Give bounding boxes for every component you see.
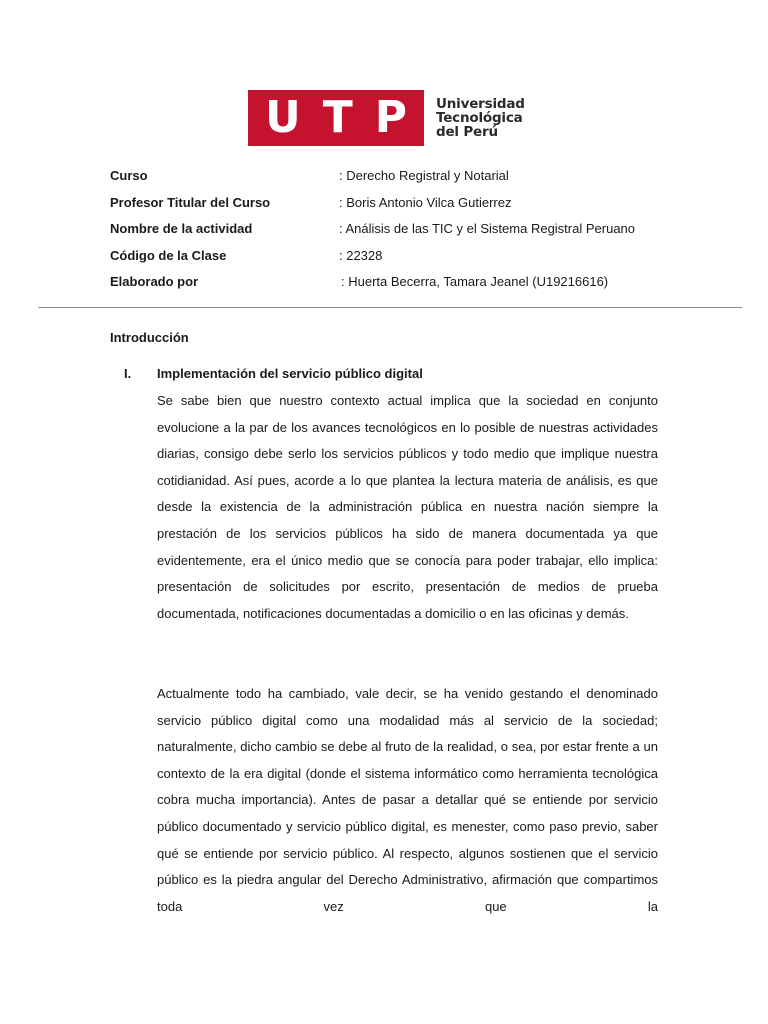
info-row-author <box>110 271 670 298</box>
info-value: : Boris Antonio Vilca Gutierrez <box>339 194 512 210</box>
info-label: Nombre de la actividad <box>110 221 253 237</box>
logo-line-1: Universidad <box>436 96 525 112</box>
info-row-professor <box>110 192 670 219</box>
intro-heading: Introducción <box>110 330 189 345</box>
info-row-course <box>110 165 670 192</box>
info-label: Código de la Clase <box>110 247 227 263</box>
info-value: : 22328 <box>339 247 383 263</box>
info-row-activity <box>110 218 670 245</box>
paragraph-2: Actualmente todo ha cambiado, vale decir, se ha venido gestando el denominado servicio público digital como una modalidad más al servicio de la sociedad; naturalmente, dicho cambio se debe al fruto de la realidad, o sea, por estar frente a un contexto de la era digital (donde el sistema informático como herramienta tecnológica cobra mucha importancia). Antes de pasar a detallar qué se entiende por servicio público documentado y servicio público digital, es menester, como paso previo, saber qué se entiende por servicio público. Al respecto, algunos sostienen que el servicio público es la piedra angular del Derecho Administrativo, afirmación que compartimos toda vez que la <box>157 686 658 914</box>
info-value: : Huerta Becerra, Tamara Jeanel (U19216616) <box>341 274 609 290</box>
logo-wordmark <box>436 90 525 146</box>
course-info <box>110 165 670 298</box>
header-divider <box>38 307 742 308</box>
info-label: Elaborado por <box>110 274 199 290</box>
paragraph-1: Se sabe bien que nuestro contexto actual implica que la sociedad en conjunto evolucione a la par de los avances tecnológicos en lo posible de nuestras actividades diarias, consigo debe serlo los servicios públicos y todo medio que implique nuestra cotidianidad. Así pues, acorde a lo que plantea la lectura materia de análisis, es que desde la existencia de la administración pública en nuestra nación siempre la prestación de los servicios públicos ha sido de manera documentada ya que evidentemente, era el único medio que se conocía para poder trabajar, ello implica: presentación de solicitudes por escrito, presentación de medios de prueba documentada, notificaciones documentadas a domicilio o en las oficinas y demás. <box>157 393 658 621</box>
info-label: Curso <box>110 168 148 183</box>
logo-line-3: del Perú <box>436 124 498 140</box>
info-row-class-code <box>110 245 670 272</box>
logo-letter-t: T <box>322 92 353 143</box>
logo-letter-p: P <box>374 92 407 143</box>
section-number: I. <box>124 366 132 381</box>
utp-logo-mark <box>248 90 424 146</box>
info-label: Profesor Titular del Curso <box>110 194 271 210</box>
info-value: : Derecho Registral y Notarial <box>339 168 509 183</box>
section-title: Implementación del servicio público digital <box>157 366 423 381</box>
info-value: : Análisis de las TIC y el Sistema Registral Peruano <box>339 221 636 237</box>
logo-letter-u: U <box>265 92 301 143</box>
logo-line-2: Tecnológica <box>436 110 523 126</box>
utp-logo <box>248 90 525 146</box>
